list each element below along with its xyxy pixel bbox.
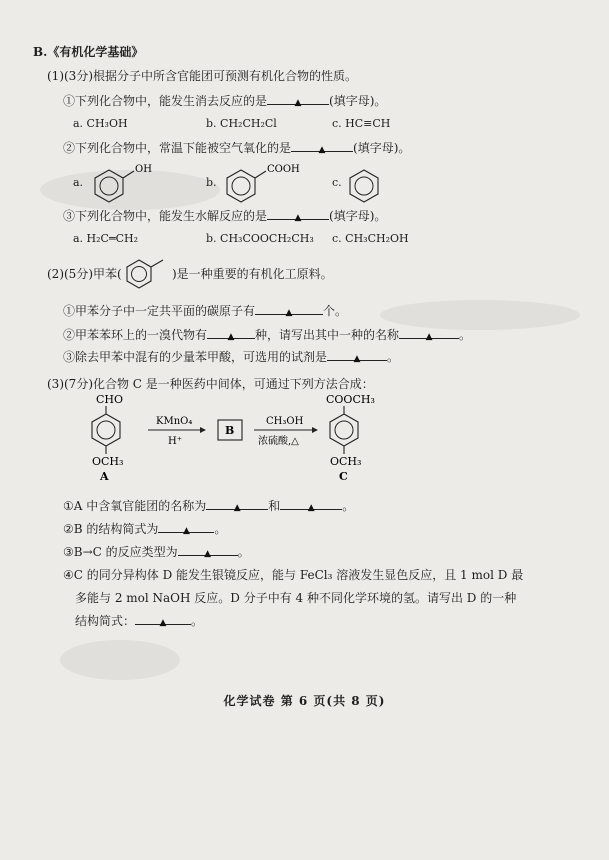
q2-sub3 <box>63 349 399 365</box>
q3-sub4-line1: ④C 的同分异构体 D 能发生银镜反应，能与 FeCl₃ 溶液发生显色反应，且 1 mol D 最 <box>63 568 524 582</box>
answer-blank[interactable] <box>267 93 329 108</box>
answer-blank[interactable] <box>206 498 268 513</box>
answer-blank[interactable] <box>207 327 255 342</box>
section-title: B.《有机化学基础》 <box>33 45 144 59</box>
compound-a-cho-label: CHO <box>96 393 124 406</box>
blank-marker-icon: ▲ <box>285 308 293 318</box>
answer-blank[interactable] <box>280 498 342 513</box>
q3-sub4-suffix: 。 <box>191 614 204 628</box>
reagent1-top: KMnO₄ <box>156 416 193 427</box>
q2-sub1 <box>63 303 347 319</box>
blank-marker-icon: ▲ <box>159 618 167 628</box>
q1-sub2-opt-c-label: c. <box>332 176 342 189</box>
q3-sub4-line3 <box>75 613 203 629</box>
benzoic-acid-structure-icon <box>214 156 304 206</box>
q2-stem-pre: (2)(5分)甲苯( <box>47 267 122 281</box>
blank-marker-icon: ▲ <box>307 503 315 513</box>
compound-c-label: C <box>339 470 348 483</box>
q1-sub3-text: ③下列化合物中，能发生水解反应的是 <box>63 209 268 223</box>
q3-stem: (3)(7分)化合物 C 是一种医药中间体，可通过下列方法合成： <box>47 377 374 391</box>
q3-sub3-text: ③B→C 的反应类型为 <box>63 545 178 559</box>
compound-a-och3-label: OCH₃ <box>92 455 124 468</box>
compound-a-label: A <box>100 470 109 483</box>
q3-sub1-mid: 和 <box>268 499 281 513</box>
blank-marker-icon: ▲ <box>227 332 235 342</box>
q2-sub2-text: ②甲苯苯环上的一溴代物有 <box>63 328 208 342</box>
q3-sub2-suffix: 。 <box>214 522 227 536</box>
page-footer: 化学试卷 第 6 页(共 8 页) <box>223 694 386 708</box>
blank-marker-icon: ▲ <box>204 549 212 559</box>
answer-blank[interactable] <box>327 349 387 364</box>
q1-sub3 <box>63 208 386 224</box>
benzene-structure-icon <box>340 156 390 206</box>
compound-c-cooch3-label: COOCH₃ <box>326 393 375 406</box>
q3-sub3 <box>63 544 250 560</box>
q2-sub2-mid: 种，请写出其中一种的名称 <box>255 328 400 342</box>
reagent2-top: CH₃OH <box>266 416 304 427</box>
q1-sub1-opt-a: a. CH₃OH <box>73 117 128 130</box>
q1-sub1-opt-b: b. CH₂CH₂Cl <box>206 117 277 130</box>
blank-marker-icon: ▲ <box>425 332 433 342</box>
q1-sub3-suffix: (填字母)。 <box>329 209 387 223</box>
phenol-structure-icon <box>82 156 172 206</box>
compound-a-ring-icon <box>92 414 120 446</box>
q2-sub2-suffix: 。 <box>459 328 472 342</box>
q1-sub1-suffix: (填字母)。 <box>329 94 387 108</box>
q1-stem: (1)(3分)根据分子中所含官能团可预测有机化合物的性质。 <box>47 69 357 83</box>
reagent1-bottom: H⁺ <box>168 436 182 447</box>
q2-sub1-text: ①甲苯分子中一定共平面的碳原子有 <box>63 304 256 318</box>
answer-blank[interactable] <box>255 303 323 318</box>
q3-sub4-line2: 多能与 2 mol NaOH 反应。D 分子中有 4 种不同化学环境的氢。请写出 D 的一种 <box>75 591 517 605</box>
compound-c-och3-label: OCH₃ <box>330 455 362 468</box>
q3-sub3-suffix: 。 <box>237 545 250 559</box>
answer-blank[interactable] <box>178 544 238 559</box>
answer-blank[interactable] <box>135 613 191 628</box>
q3-sub4-line3-text: 结构简式： <box>75 614 136 628</box>
q3-sub1-suffix: 。 <box>342 499 355 513</box>
q2-sub2 <box>63 327 471 343</box>
phenol-oh-label: OH <box>135 164 152 175</box>
blank-marker-icon: ▲ <box>318 145 326 155</box>
blank-marker-icon: ▲ <box>233 503 241 513</box>
q1-sub3-opt-b: b. CH₃COOCH₂CH₃ <box>206 232 314 245</box>
q3-sub2 <box>63 521 226 537</box>
benzoic-cooh-label: COOH <box>267 164 300 175</box>
blank-marker-icon: ▲ <box>353 354 361 364</box>
q2-stem-post: )是一种重要的有机化工原料。 <box>172 267 333 281</box>
q1-sub2-opt-b-label: b. <box>206 176 217 189</box>
answer-blank[interactable] <box>267 208 329 223</box>
q1-sub2-suffix: (填字母)。 <box>353 141 411 155</box>
show-through-smudge <box>380 300 580 330</box>
answer-blank[interactable] <box>158 521 214 536</box>
q2-sub1-suffix: 个。 <box>323 304 348 318</box>
blank-marker-icon: ▲ <box>294 98 302 108</box>
compound-b-label: B <box>225 424 235 437</box>
q1-sub1-opt-c: c. HC≡CH <box>332 117 391 130</box>
q1-sub2 <box>63 140 410 156</box>
q2-sub3-suffix: 。 <box>387 350 400 364</box>
reagent2-bottom: 浓硫酸,△ <box>258 436 299 447</box>
compound-c-ring-icon <box>330 414 358 446</box>
q1-sub1 <box>63 93 386 109</box>
blank-marker-icon: ▲ <box>294 213 302 223</box>
q3-sub2-text: ②B 的结构简式为 <box>63 522 159 536</box>
toluene-structure-icon <box>117 254 177 294</box>
show-through-smudge <box>60 640 180 680</box>
synthesis-scheme <box>60 390 480 490</box>
blank-marker-icon: ▲ <box>182 526 190 536</box>
q1-sub3-opt-a: a. H₂C═CH₂ <box>73 232 139 245</box>
answer-blank[interactable] <box>399 327 459 342</box>
q1-sub2-opt-a-label: a. <box>73 176 84 189</box>
q2-sub3-text: ③除去甲苯中混有的少量苯甲酸，可选用的试剂是 <box>63 350 328 364</box>
q1-sub1-text: ①下列化合物中，能发生消去反应的是 <box>63 94 268 108</box>
q3-sub1 <box>63 498 354 514</box>
q1-sub3-opt-c: c. CH₃CH₂OH <box>332 232 409 245</box>
q3-sub1-text: ①A 中含氧官能团的名称为 <box>63 499 207 513</box>
q1-sub2-text: ②下列化合物中，常温下能被空气氧化的是 <box>63 141 292 155</box>
answer-blank[interactable] <box>291 140 353 155</box>
